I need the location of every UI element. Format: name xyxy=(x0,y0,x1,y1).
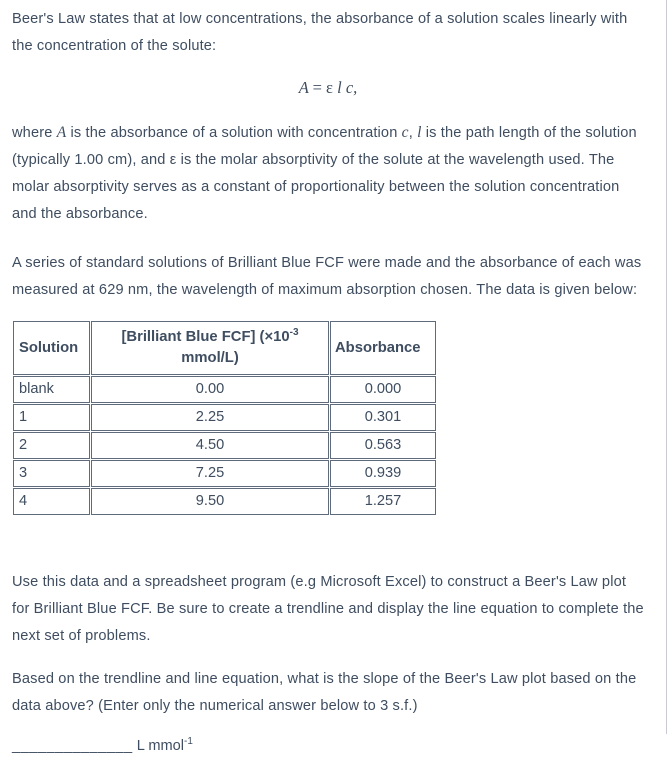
spacer xyxy=(12,650,644,666)
definition-text-3: , xyxy=(408,125,418,141)
table-head xyxy=(13,321,436,375)
concentration-header-main: [Brilliant Blue FCF] (×10 xyxy=(121,329,290,345)
spacer xyxy=(12,228,644,250)
equation-equals: = xyxy=(312,78,322,97)
answer-entry-line xyxy=(12,733,644,760)
variable-path-length: l xyxy=(417,124,422,141)
cell-absorbance: 0.301 xyxy=(330,404,436,431)
spacer xyxy=(12,304,644,320)
cell-concentration: 7.25 xyxy=(91,460,329,487)
concentration-header-units: mmol/L) xyxy=(181,350,239,366)
spacer xyxy=(12,60,644,73)
spacer xyxy=(12,720,644,733)
absorbance-data-table xyxy=(12,320,437,516)
variable-epsilon: ε xyxy=(169,152,177,168)
column-header-concentration xyxy=(91,321,329,375)
table-header-row xyxy=(13,321,436,375)
task-paragraph: Use this data and a spreadsheet program (e.g Microsoft Excel) to construct a Beer's Law plot for Brilliant Blue FCF. Be sure to create a trendline and display the line equation to complete the next set of problems. xyxy=(12,574,644,644)
cell-concentration: 4.50 xyxy=(91,432,329,459)
cell-absorbance: 0.563 xyxy=(330,432,436,459)
table-row xyxy=(13,460,436,487)
beers-law-equation xyxy=(12,73,644,103)
cell-concentration: 2.25 xyxy=(91,404,329,431)
data-intro-paragraph: A series of standard solutions of Brilliant Blue FCF were made and the absorbance of each was measured at 629 nm, the wavelength of maximum absorption chosen. The data is given below: xyxy=(12,255,642,298)
cell-solution: 3 xyxy=(13,460,90,487)
equation-concentration: c, xyxy=(345,78,358,97)
table-row xyxy=(13,432,436,459)
cell-absorbance: 0.000 xyxy=(330,376,436,403)
answer-blank[interactable]: ______________ xyxy=(12,738,133,754)
definition-text-2: is the absorbance of a solution with concentration xyxy=(66,125,402,141)
cell-concentration: 9.50 xyxy=(91,488,329,515)
answer-unit: L mmol xyxy=(136,738,185,754)
definition-text-4: is the path length of the solution (typically 1.00 cm), and xyxy=(12,125,637,168)
cell-solution: 1 xyxy=(13,404,90,431)
column-header-absorbance: Absorbance xyxy=(330,321,436,375)
variable-absorbance: A xyxy=(56,124,67,141)
intro-paragraph: Beer's Law states that at low concentrations, the absorbance of a solution scales linearly with the concentration of the solute: xyxy=(12,11,628,54)
cell-solution: 4 xyxy=(13,488,90,515)
cell-absorbance: 1.257 xyxy=(330,488,436,515)
answer-unit-exponent: -1 xyxy=(184,736,193,748)
equation-path-length: l xyxy=(337,78,342,97)
definition-text-5: is the molar absorptivity of the solute at the wavelength used. The molar absorptivity serves as a constant of proportionality between the solution concentration and the absorbance. xyxy=(12,152,620,222)
spacer xyxy=(12,103,644,119)
variable-concentration: c xyxy=(401,124,409,141)
cell-solution: 2 xyxy=(13,432,90,459)
column-header-solution: Solution xyxy=(13,321,90,375)
table-row xyxy=(13,488,436,515)
table-row xyxy=(13,376,436,403)
cell-concentration: 0.00 xyxy=(91,376,329,403)
cell-absorbance: 0.939 xyxy=(330,460,436,487)
cell-solution: blank xyxy=(13,376,90,403)
equation-epsilon: ε xyxy=(326,78,333,97)
definition-paragraph xyxy=(12,119,644,228)
table-row xyxy=(13,404,436,431)
table-body xyxy=(13,376,436,515)
spacer xyxy=(12,516,644,569)
equation-lhs: A xyxy=(298,78,309,97)
question-paragraph: Based on the trendline and line equation, what is the slope of the Beer's Law plot based on the data above? (Enter only the numerical answer below to 3 s.f.) xyxy=(12,671,637,714)
concentration-header-exponent-sign: - xyxy=(289,327,293,339)
definition-text-1: where xyxy=(12,125,57,141)
concentration-header-exponent-value: 3 xyxy=(292,327,299,339)
